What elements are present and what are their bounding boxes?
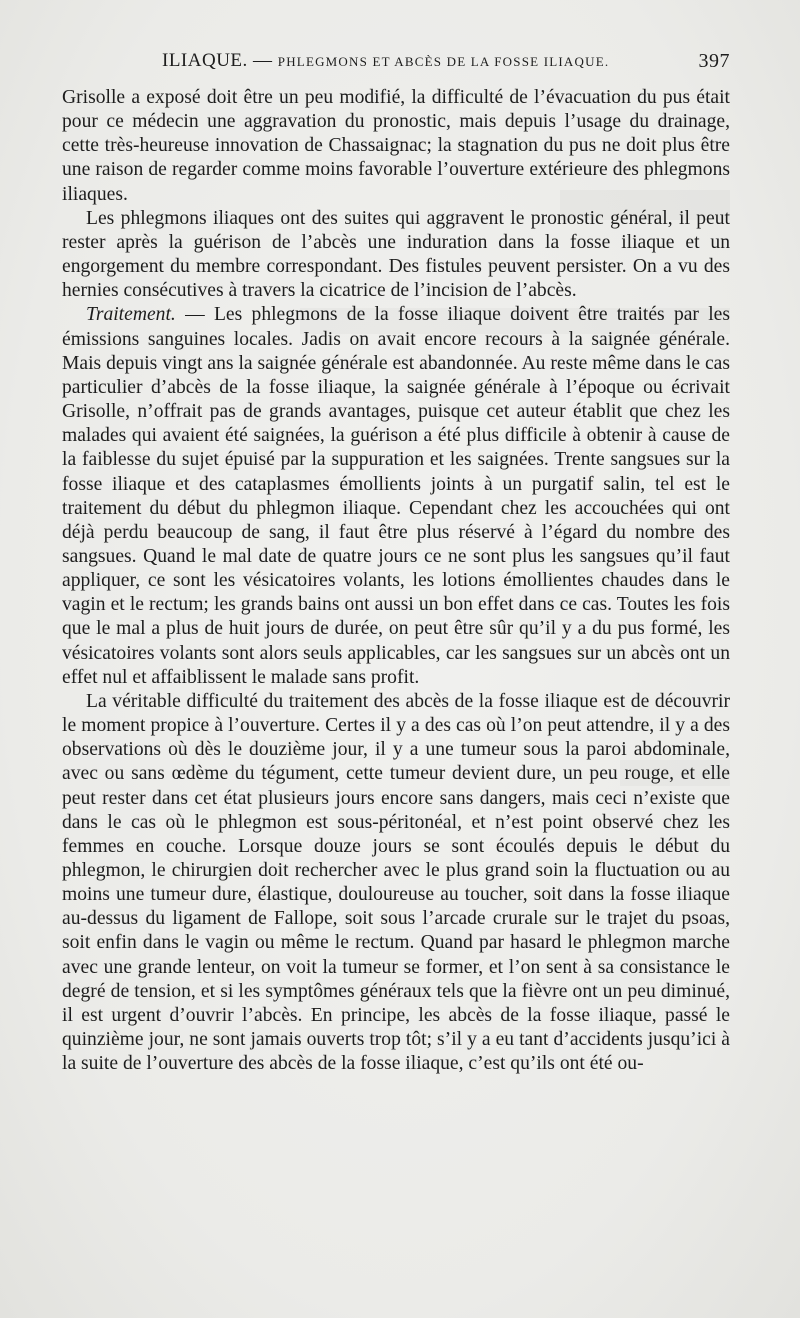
running-title-sub: PHLEGMONS ET ABCÈS DE LA FOSSE ILIAQUE. [277, 54, 610, 69]
page-number: 397 [698, 50, 730, 72]
body-text [62, 86, 730, 1076]
paragraph-traitement [62, 303, 730, 690]
running-title [162, 50, 609, 72]
paragraph-traitement-text: — Les phlegmons de la fosse iliaque doivent être traités par les émissions sanguines locales. Jadis on avait encore recours à la saignée générale. Mais depuis vingt ans la saignée générale est abandonnée. Au reste même dans le cas particulier d’abcès de la fosse iliaque, la saignée générale à l’époque ou écrivait Grisolle, n’offrait pas de grands avantages, puisque cet auteur établit que chez les malades qui avaient été saignées, la guérison a été plus difficile à obtenir à cause de la faiblesse du sujet épuisé par la suppuration et les saignées. Trente sangsues sur la fosse iliaque et des cataplasmes émollients joints à un purgatif salin, tel est le traitement du début du phlegmon iliaque. Cependant chez les accouchées qui ont déjà perdu beaucoup de sang, il faut être plus réservé à l’égard du nombre des sangsues. Quand le mal date de quatre jours ce ne sont plus les sangsues qu’il faut appliquer, ce sont les vésicatoires volants, les lotions émollientes chaudes dans le vagin et le rectum; les grands bains ont aussi un bon effet dans ce cas. Toutes les fois que le mal a plus de huit jours de durée, on peut être sûr qu’il y a du pus formé, les vésicatoires volants sont alors seuls applicables, car les sangsues sur un abcès ont un effet nul et affaiblissent le malade sans profit. [62, 304, 730, 688]
paragraph-ouverture: La véritable difficulté du traitement des abcès de la fosse iliaque est de découvrir le moment propice à l’ouverture. Certes il y a des cas où l’on peut attendre, il y a des observations où dès le douzième jour, il y a une tumeur sous la paroi abdominale, avec ou sans œdème du tégument, cette tumeur devient dure, un peu rouge, et elle peut rester dans cet état plusieurs jours encore sans dangers, mais ceci n’existe que dans le cas où le phlegmon est sous-péritonéal, et n’est point observé chez les femmes en couche. Lorsque douze jours se sont écoulés depuis le début du phlegmon, le chirurgien doit rechercher avec le plus grand soin la fluctuation ou au moins une tumeur dure, élastique, douloureuse au toucher, soit dans la fosse iliaque au-dessus du ligament de Fallope, soit sous l’arcade crurale sur le trajet du psoas, soit enfin dans le vagin ou même le rectum. Quand par hasard le phlegmon marche avec une grande lenteur, on voit la tumeur se former, et l’on sent à sa consistance le degré de tension, et si les symptômes généraux tels que la fièvre ont un peu diminué, il est urgent d’ouvrir l’abcès. En principe, les abcès de la fosse iliaque, passé le quinzième jour, ne sont jamais ouverts trop tôt; s’il y a eu tant d’accidents jusqu’ici à la suite de l’ouverture des abcès de la fosse iliaque, c’est qu’ils ont été ou- [62, 690, 730, 1075]
paragraph-continuation: Grisolle a exposé doit être un peu modifié, la difficulté de l’évacuation du pus était pour ce médecin une aggravation du pronostic, mais depuis l’usage du drainage, cette très-heureuse innovation de Chassaignac; la stagnation du pus ne doit plus être une raison de regarder comme moins favorable l’ouverture extérieure des phlegmons iliaques. [62, 87, 730, 205]
section-heading-traitement: Traitement. [86, 304, 176, 326]
running-header [62, 50, 730, 82]
paragraph-pronostic: Les phlegmons iliaques ont des suites qui aggravent le pronostic général, il peut rester après la guérison de l’abcès une induration dans la fosse iliaque et un engorgement du membre correspondant. Des fistules peuvent persister. On a vu des hernies consécutives à travers la cicatrice de l’incision de l’abcès. [62, 207, 730, 302]
running-title-main: ILIAQUE. — [162, 50, 273, 71]
